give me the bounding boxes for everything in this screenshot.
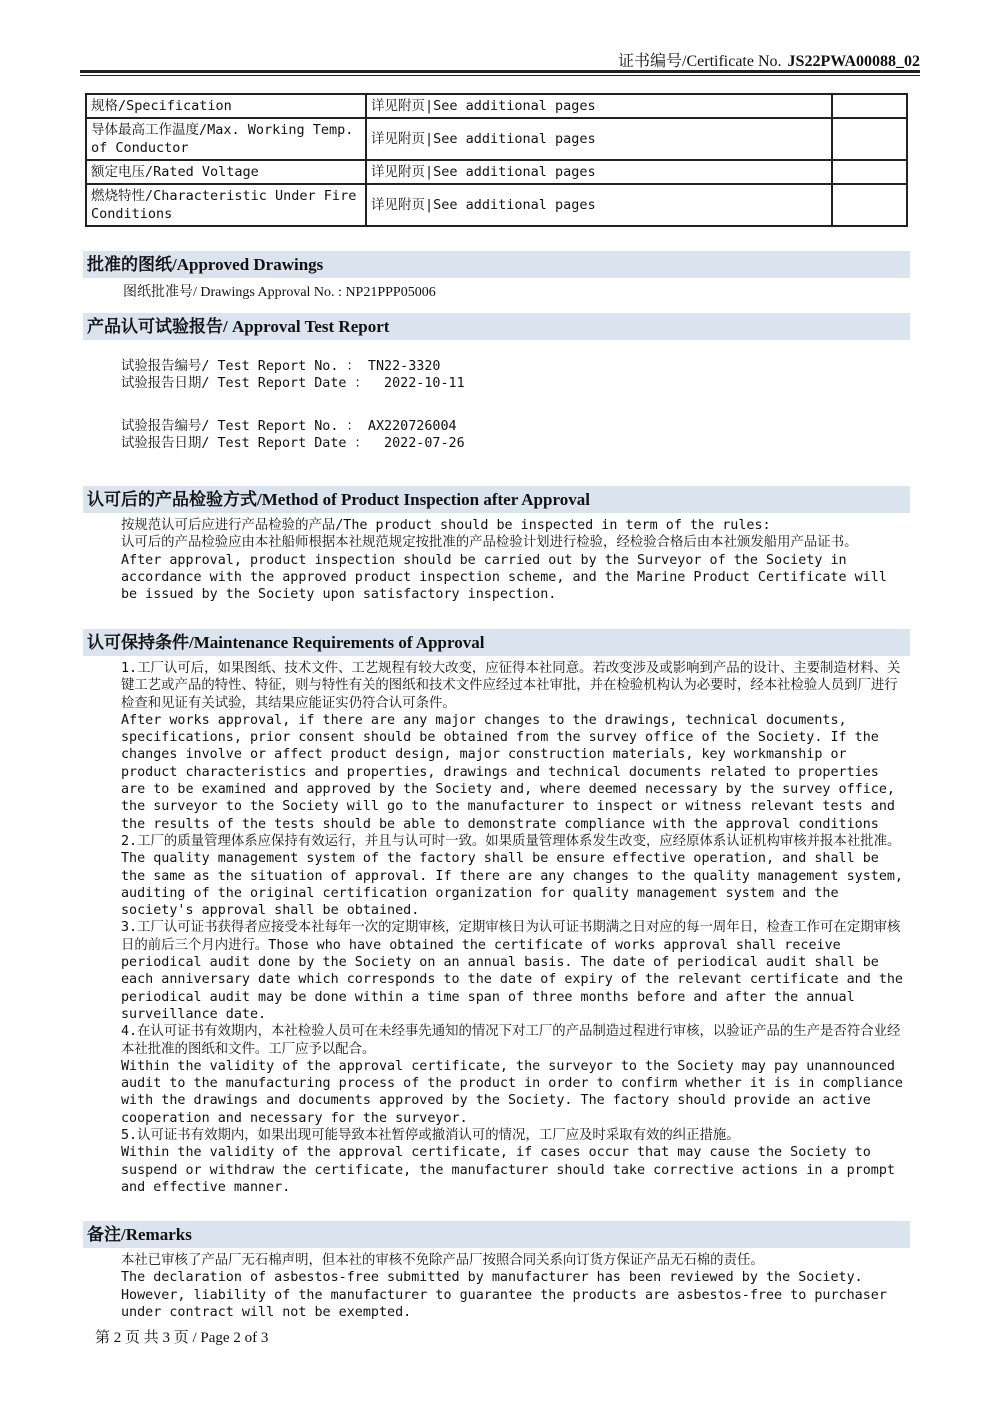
test-report-date-label: 试验报告日期/ Test Report Date ： bbox=[121, 376, 368, 392]
certificate-number-line bbox=[0, 48, 920, 71]
table-row bbox=[86, 160, 907, 184]
spec-extra bbox=[832, 118, 907, 160]
drawings-approval-line bbox=[123, 284, 913, 301]
test-report-no: AX220726004 bbox=[367, 419, 457, 434]
spec-label: 燃烧特性/Characteristic Under Fire Conditions bbox=[86, 184, 366, 226]
section-approved-drawings-title: 批准的图纸/Approved Drawings bbox=[83, 251, 910, 278]
test-report-date: 2022-10-11 bbox=[384, 376, 465, 392]
spec-extra bbox=[832, 94, 907, 118]
table-row bbox=[86, 118, 907, 160]
spec-label: 导体最高工作温度/Max. Working Temp. of Conductor bbox=[86, 118, 366, 160]
spec-extra bbox=[832, 160, 907, 184]
test-report-2 bbox=[121, 418, 911, 453]
test-report-no-label: 试验报告编号/ Test Report No. ： bbox=[121, 419, 360, 434]
page-footer: 第 2 页 共 3 页 / Page 2 of 3 bbox=[95, 1330, 269, 1346]
spec-value: 详见附页|See additional pages bbox=[366, 160, 832, 184]
header-rule-thick bbox=[80, 70, 920, 73]
drawings-approval-label: 图纸批准号/ Drawings Approval No. : bbox=[123, 285, 342, 300]
certificate-label: 证书编号/Certificate No. bbox=[618, 53, 782, 70]
test-report-date-label: 试验报告日期/ Test Report Date ： bbox=[121, 436, 368, 452]
remarks-text: 本社已审核了产品厂无石棉声明，但本社的审核不免除产品厂按照合同关系向订货方保证产品无石棉的责任。 The declaration of asbestos-free submitted by manufacturer has been reviewed by the Society. However, liability of the manufacturer to guarantee the products are asbestos-free to purchaser under contract will not be exempted. bbox=[121, 1253, 887, 1320]
spec-extra bbox=[832, 184, 907, 226]
test-report-no: TN22-3320 bbox=[367, 359, 441, 374]
header-rule-thin bbox=[80, 75, 920, 76]
certificate-number: JS22PWA00088_02 bbox=[787, 53, 920, 70]
section-maintenance-title: 认可保持条件/Maintenance Requirements of Approval bbox=[83, 629, 910, 656]
test-report-no-label: 试验报告编号/ Test Report No. ： bbox=[121, 359, 360, 374]
inspection-text: 按规范认可后应进行产品检验的产品/The product should be inspected in term of the rules: 认可后的产品检验应由本社船师根据本社规范规定按批准的产品检验计划进行检验，经检验合格后由本社颁发船用产品证书。 After approval, product inspection should be carried out by the Surveyor of the Society in accordance with the approved product inspection scheme, and the Marine Product Certificate will be issued by the Society upon satisfactory inspection. bbox=[121, 518, 887, 603]
section-remarks-title: 备注/Remarks bbox=[83, 1221, 910, 1248]
drawings-approval-no: NP21PPP05006 bbox=[345, 285, 436, 300]
table-row bbox=[86, 94, 907, 118]
spec-value: 详见附页|See additional pages bbox=[366, 118, 832, 160]
section-test-report-title: 产品认可试验报告/ Approval Test Report bbox=[83, 313, 910, 340]
spec-label: 额定电压/Rated Voltage bbox=[86, 160, 366, 184]
spec-value: 详见附页|See additional pages bbox=[366, 184, 832, 226]
maintenance-text: 1.工厂认可后，如果图纸、技术文件、工艺规程有较大改变，应征得本社同意。若改变涉及或影响到产品的设计、主要制造材料、关键工艺或产品的特性、特征，则与特性有关的图纸和技术文件应经过本社审批，并在检验机构认为必要时，经本社检验人员到厂进行检查和见证有关试验，其结果应能证实仍符合认可条件。 After works approval, if there are any major changes to the drawings, technical documents, specifications, prior consent should be obtained from the survey office of the Society. If the changes involve or affect product design, major construction materials, key workmanship or product characteristics and properties, drawings and technical documents related to properties are to be examined and approved by the Society and, where deemed necessary by the survey office, the surveyor to the Society will go to the manufacturer to inspect or witness relevant tests and the results of the tests should be able to demonstrate compliance with the approval conditions 2.工厂的质量管理体系应保持有效运行，并且与认可时一致。如果质量管理体系发生改变，应经原体系认证机构审核并报本社批准。 The quality management system of the factory shall be ensure effective operation, and shall be the same as the situation of approval. If there are any changes to the quality management system, auditing of the original certification organization for quality management system and the society's approval shall be obtained. 3.工厂认可证书获得者应接受本社每年一次的定期审核，定期审核日为认可证书期满之日对应的每一周年日，检查工作可在定期审核日的前后三个月内进行。Those who have obtained the certificate of works approval shall receive periodical audit done by the Society on an annual basis. The date of periodical audit shall be each anniversary date which corresponds to the date of expiry of the relevant certificate and the periodical audit may be done within a time span of three months before and after the annual surveillance date. 4.在认可证书有效期内，本社检验人员可在未经事先通知的情况下对工厂的产品制造过程进行审核，以验证产品的生产是否符合业经本社批准的图纸和文件。工厂应予以配合。 Within the validity of the approval certificate, the surveyor to the Society may pay unannounced audit to the manufacturing process of the product in order to confirm whether it is in compliance with the drawings and documents approved by the Society. The factory should provide an active cooperation and necessary for the surveyor. 5.认可证书有效期内，如果出现可能导致本社暂停或撤消认可的情况，工厂应及时采取有效的纠正措施。 Within the validity of the approval certificate, if cases occur that may cause the Society to suspend or withdraw the certificate, the manufacturer should take corrective actions in a prompt and effective manner. bbox=[121, 661, 903, 1195]
test-report-date: 2022-07-26 bbox=[384, 436, 465, 452]
spec-value: 详见附页|See additional pages bbox=[366, 94, 832, 118]
test-report-1 bbox=[121, 358, 911, 393]
table-row bbox=[86, 184, 907, 226]
spec-label: 规格/Specification bbox=[86, 94, 366, 118]
specification-table bbox=[85, 93, 908, 227]
section-inspection-title: 认可后的产品检验方式/Method of Product Inspection after Approval bbox=[83, 486, 910, 513]
